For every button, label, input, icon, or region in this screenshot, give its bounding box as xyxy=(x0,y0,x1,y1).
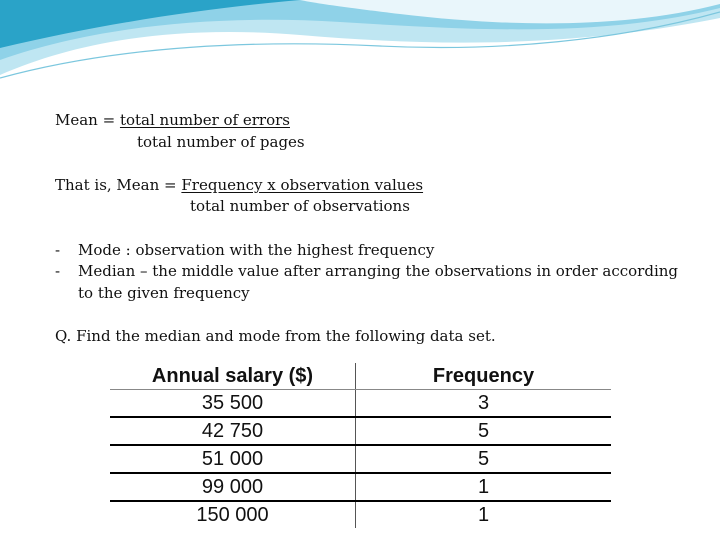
frequency-cell: 3 xyxy=(356,390,612,418)
mean-label: Mean = xyxy=(55,111,120,129)
bullet-dash-mode: - xyxy=(55,241,61,259)
table-row xyxy=(110,473,611,501)
mean2-numerator: Frequency x observation values xyxy=(181,176,424,194)
mean2-label: That is, Mean = xyxy=(55,176,182,194)
salary-cell: 99 000 xyxy=(110,473,356,501)
header-wave-decoration xyxy=(0,0,720,90)
frequency-cell: 1 xyxy=(356,473,612,501)
header-frequency: Frequency xyxy=(356,363,612,390)
salary-cell: 150 000 xyxy=(110,501,356,528)
mean-denominator: total number of pages xyxy=(137,133,305,151)
table-row xyxy=(110,445,611,473)
table-row xyxy=(110,501,611,528)
table-row xyxy=(110,390,611,418)
mean2-denominator: total number of observations xyxy=(190,197,410,215)
salary-cell: 42 750 xyxy=(110,417,356,445)
mean-numerator: total number of errors xyxy=(119,111,290,129)
table-header-row xyxy=(110,363,611,390)
header-annual-salary: Annual salary ($) xyxy=(110,363,356,390)
median-definition-cont: to the given frequency xyxy=(78,284,250,302)
frequency-cell: 5 xyxy=(356,445,612,473)
frequency-cell: 5 xyxy=(356,417,612,445)
mode-definition: Mode : observation with the highest frequency xyxy=(78,241,435,259)
frequency-cell: 1 xyxy=(477,504,490,526)
mean-formula-line1 xyxy=(55,111,290,129)
salary-frequency-table xyxy=(110,363,610,525)
bullet-dash-median: - xyxy=(55,262,61,280)
mean-formula-line2 xyxy=(55,176,423,194)
question-text: Q. Find the median and mode from the following data set. xyxy=(55,327,496,345)
table-row xyxy=(110,417,611,445)
median-definition: Median – the middle value after arranging the observations in order according xyxy=(78,262,679,280)
salary-cell: 51 000 xyxy=(110,445,356,473)
salary-cell: 35 500 xyxy=(110,390,356,418)
